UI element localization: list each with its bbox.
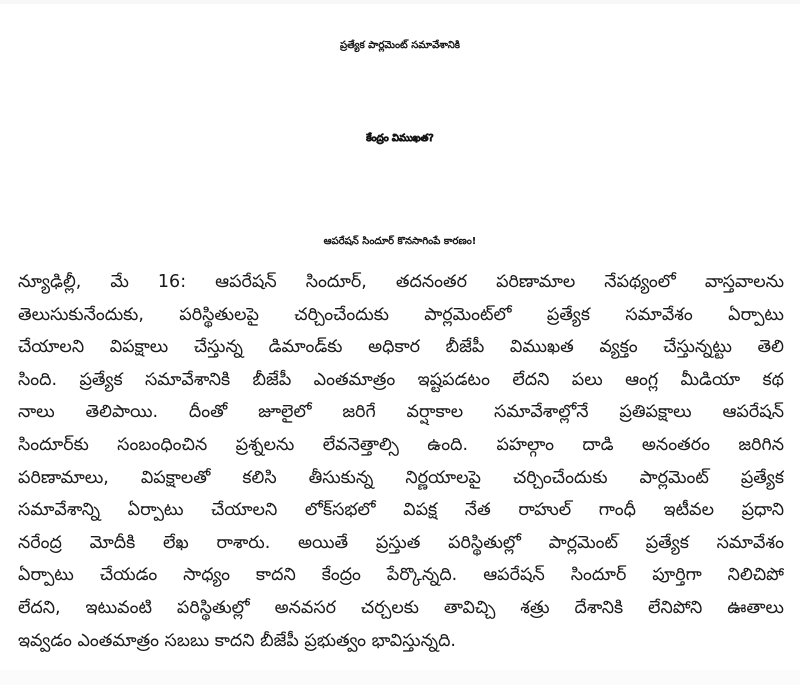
sub-headline: ఆపరేషన్ సిందూర్ కొనసాగింపే కారణం! [323,236,477,247]
body-line: సమావేశాన్ని ఏర్పాటు చేయాలని లోక్‌సభలో విపక్ష నేత రాహుల్ గాంధీ ఇటీవల ప్రధాని [18,500,784,521]
bottom-edge [0,670,800,685]
article-body [18,266,784,657]
kicker-heading: ప్రత్యేక పార్లమెంట్ సమావేశానికి [340,40,460,51]
body-line: సింది. ప్రత్యేక సమావేశానికి బీజేపీ ఎంతమాత్రం ఇష్టపడటం లేదని పలు ఆంగ్ల మీడియా కథ [18,369,784,390]
top-edge [0,0,800,4]
body-line: న్యూఢిల్లీ, మే 16: ఆపరేషన్ సిందూర్, తదనంతర పరిణామాల నేపథ్యంలో వాస్తవాలను [18,272,784,292]
main-headline: కేంద్రం విముఖత? [366,133,434,144]
body-line: లేదని, ఇటువంటి పరిస్థితుల్లో అనవసర చర్చలకు తావిచ్చి శత్రు దేశానికి లేనిపోని ఊతాలు [18,597,784,618]
body-line: చేయాలని విపక్షాలు చేస్తున్న డిమాండ్‌కు అధికార బీజేపీ విముఖత వ్యక్తం చేస్తున్నట్టు తెలి [18,337,784,358]
body-line: ఇవ్వడం ఎంతమాత్రం సబబు కాదని బీజేపీ ప్రభుత్వం భావిస్తున్నది. [18,630,456,651]
body-line: సిందూర్‌కు సంబంధించిన ప్రశ్నలను లేవనెత్తాల్సి ఉంది. పహల్గాం దాడి అనంతరం జరిగిన [18,434,784,455]
body-line: పరిణామాలు, విపక్షాలతో కలిసి తీసుకున్న నిర్ణయాలపై చర్చించేందుకు పార్లమెంట్ ప్రత్యేక [18,467,784,488]
body-line: నరేంద్ర మోదీకి లేఖ రాశారు. అయితే ప్రస్తుత పరిస్థితుల్లో పార్లమెంట్ ప్రత్యేక సమావేశం [18,532,784,553]
body-line: ఏర్పాటు చేయడం సాధ్యం కాదని కేంద్రం పేర్కొన్నది. ఆపరేషన్ సిందూర్ పూర్తిగా నిలిచిపో [18,565,784,586]
body-line: తెలుసుకునేందుకు, పరిస్థితులపై చర్చించేందుకు పార్లమెంట్‌లో ప్రత్యేక సమావేశం ఏర్పాటు [18,304,784,325]
body-line: నాలు తెలిపాయి. దీంతో జూలైలో జరిగే వర్షాకాల సమావేశాల్లోనే ప్రతిపక్షాలు ఆపరేషన్ [18,402,784,423]
